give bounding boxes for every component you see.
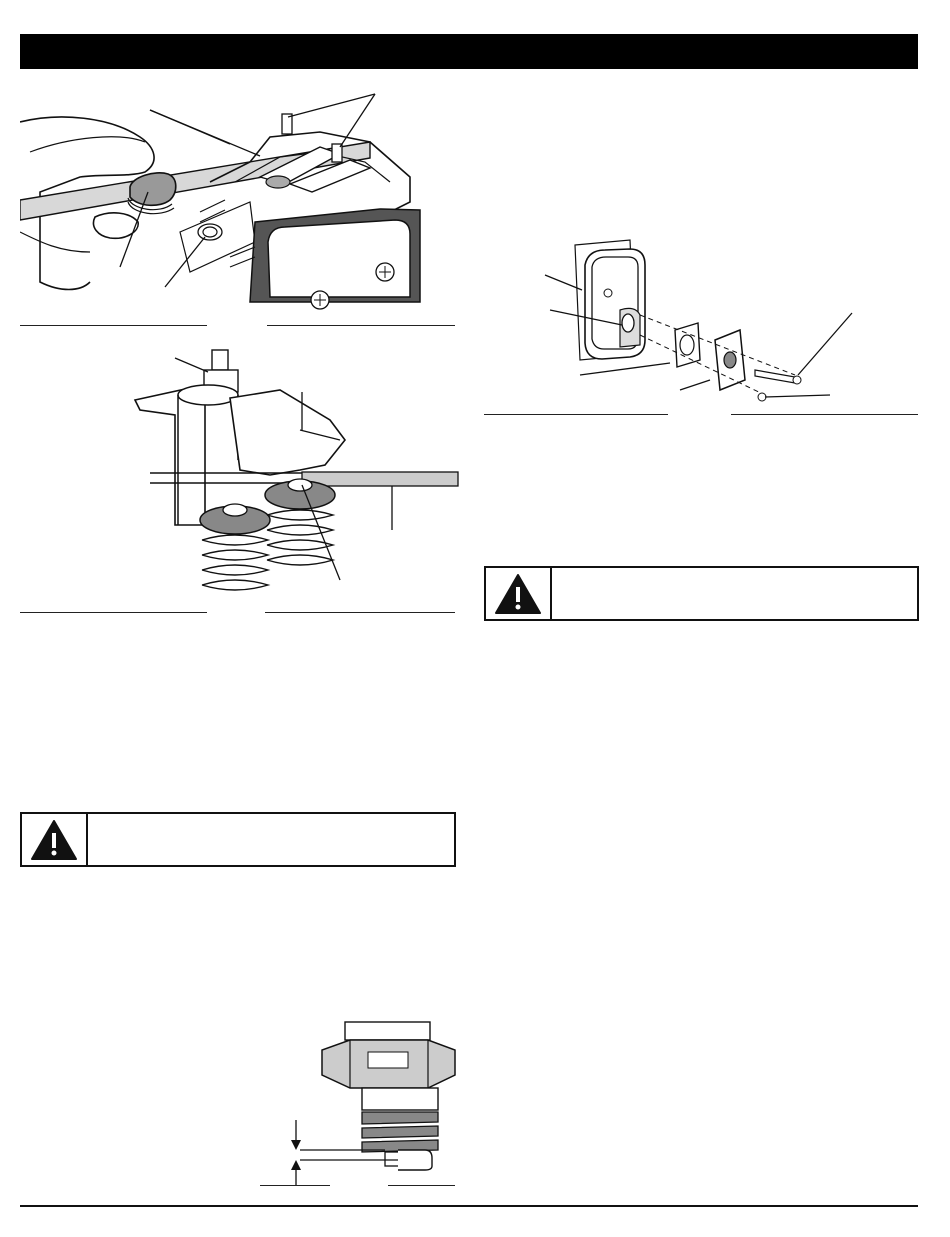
warning-icon-cell xyxy=(22,814,88,865)
warning-triangle-icon xyxy=(22,814,86,865)
warning-box-left xyxy=(20,812,456,867)
warning-icon-cell xyxy=(486,568,552,619)
spark-plug-gap-figure xyxy=(280,1020,460,1190)
muffler-exploded-figure xyxy=(540,235,860,410)
warning-triangle-icon xyxy=(486,568,550,619)
warning-box-right xyxy=(484,566,919,621)
footer-rule xyxy=(20,1205,918,1207)
feeler-gauge-rocker-figure xyxy=(20,92,460,317)
section-header-bar xyxy=(20,34,918,69)
valve-clearance-figure xyxy=(130,340,460,605)
